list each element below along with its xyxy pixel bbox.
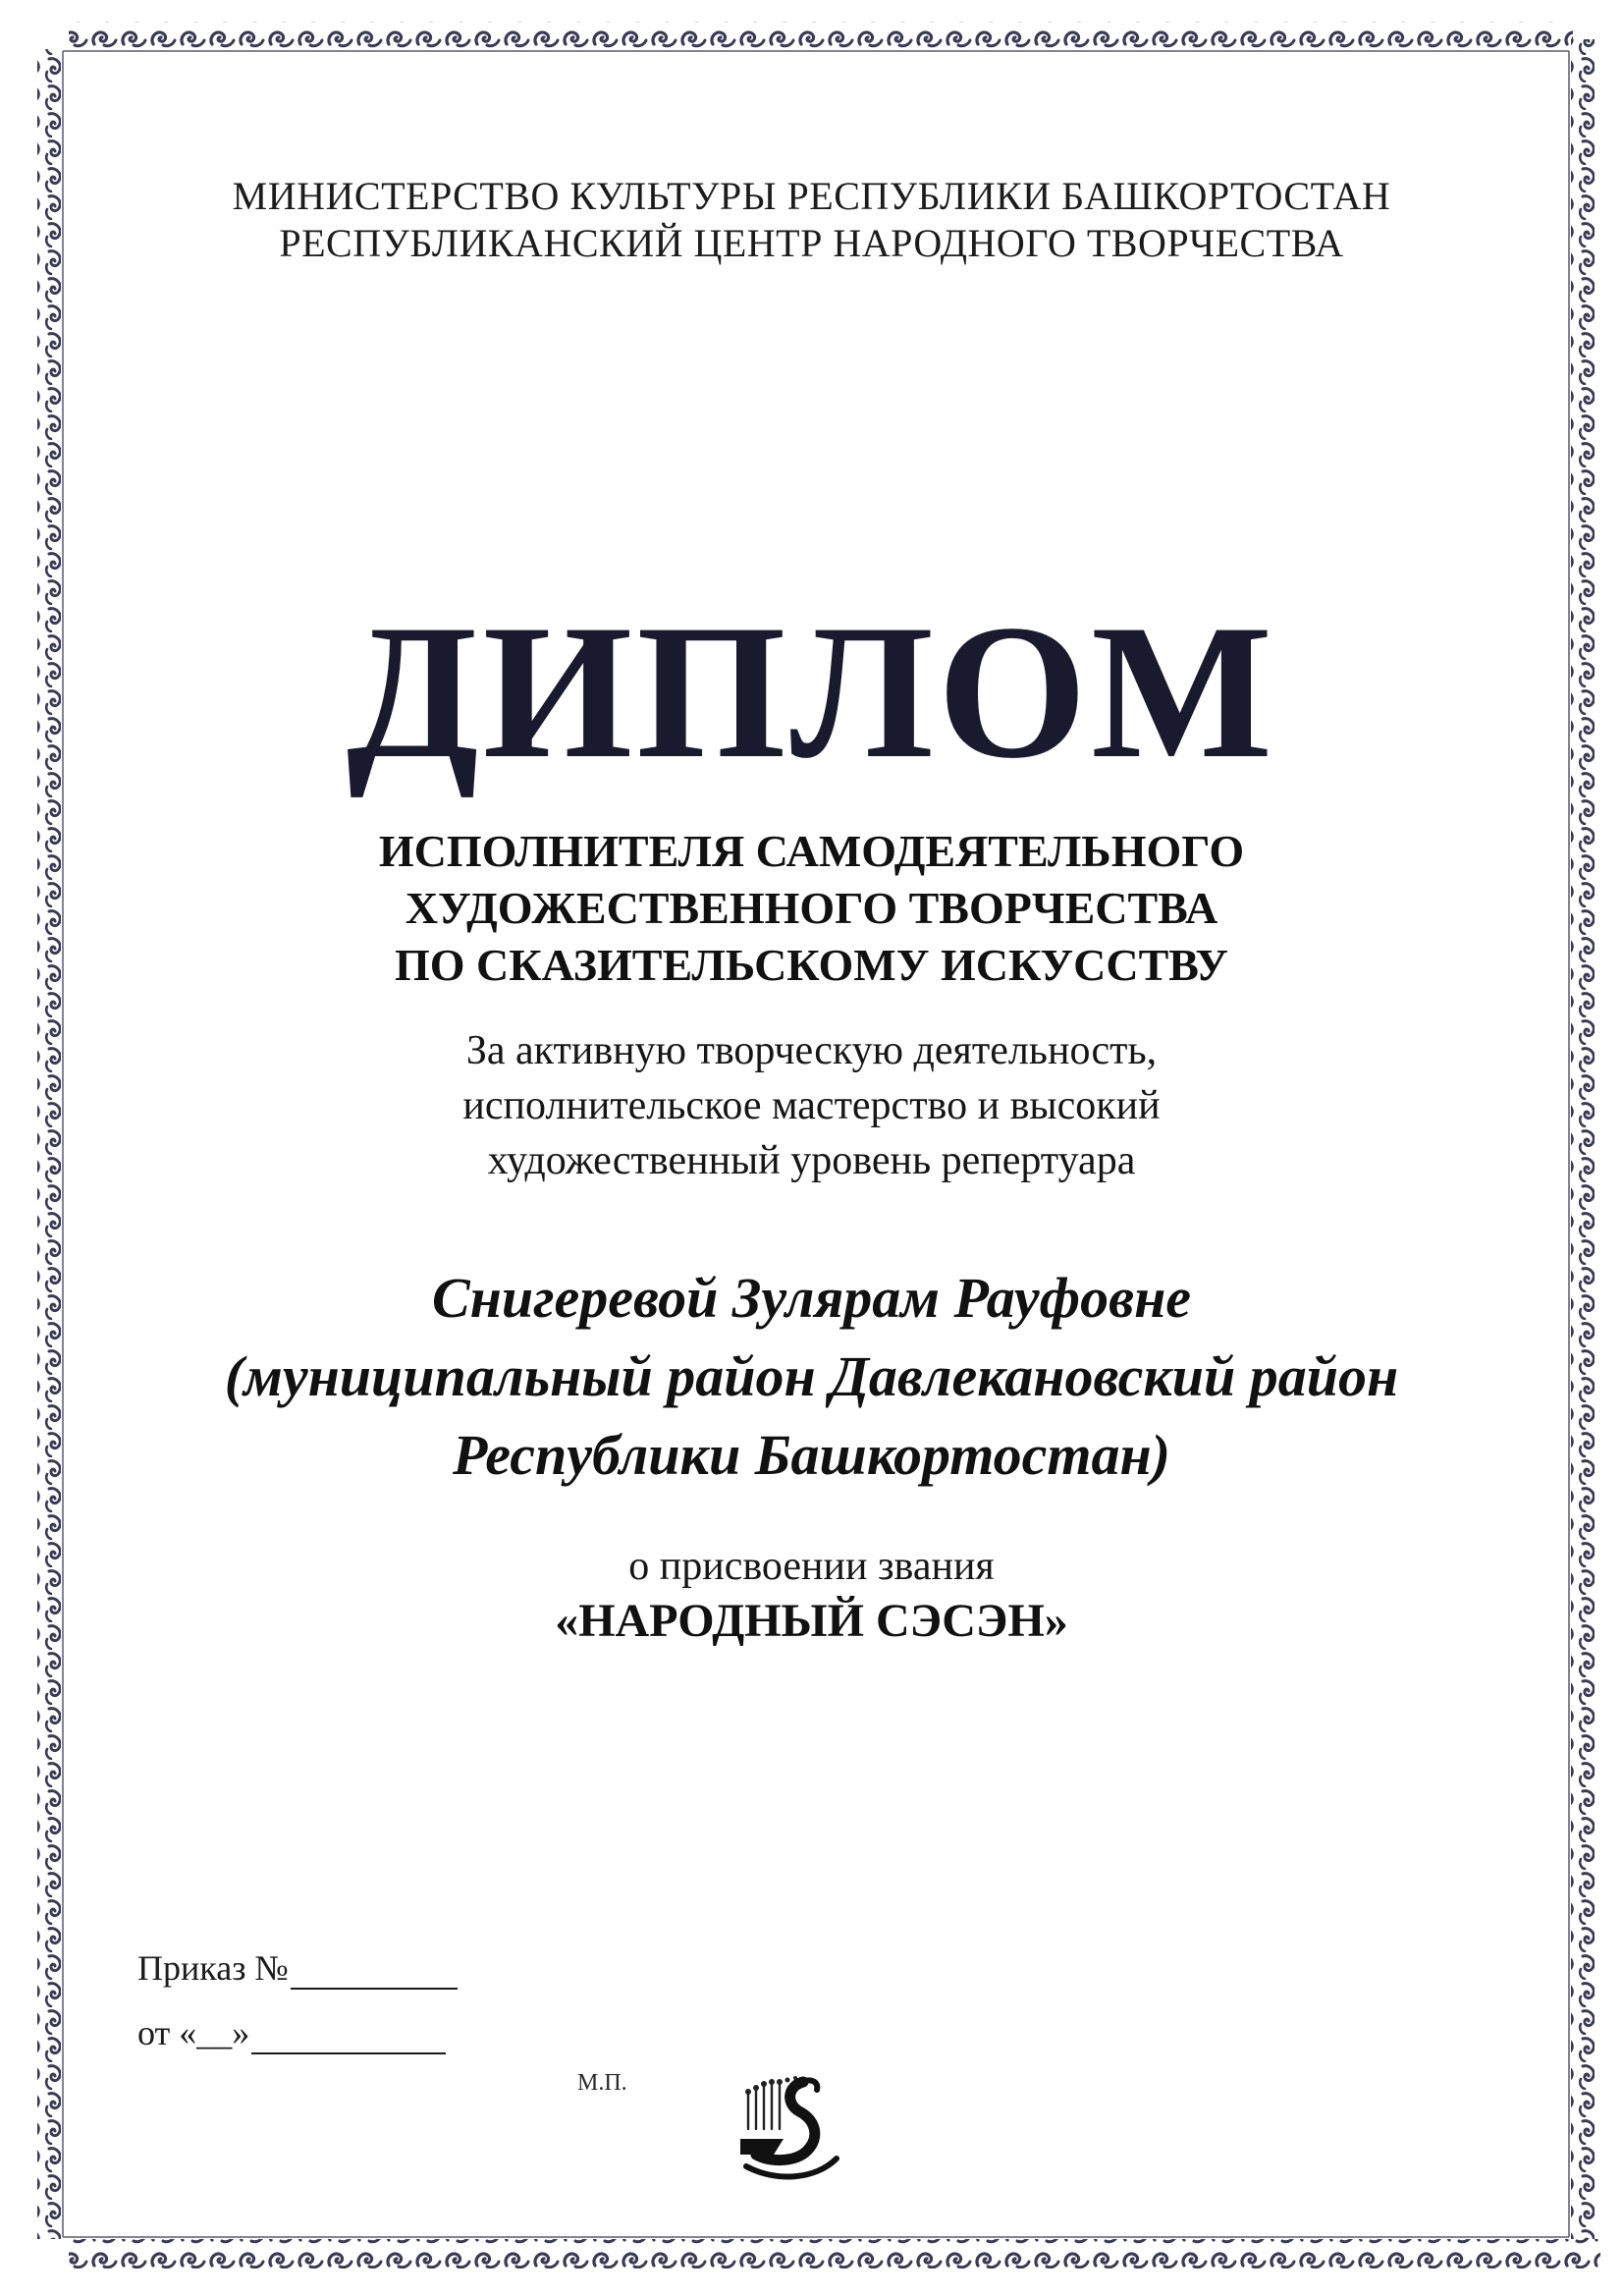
recipient-line: (муниципальный район Давлекановский район	[224, 1344, 1399, 1408]
recipient-line: Республики Башкортостан)	[452, 1423, 1171, 1487]
order-date-blank	[251, 2019, 446, 2054]
issuer-header	[0, 173, 1623, 267]
swan-lyre-logo-icon	[727, 2060, 854, 2188]
diploma-title: ДИПЛОМ	[346, 585, 1277, 798]
order-date-line	[137, 2011, 446, 2054]
reason-line: художественный уровень репертуара	[487, 1138, 1136, 1183]
recipient-name	[0, 1259, 1623, 1495]
issuer-ministry: МИНИСТЕРСТВО КУЛЬТУРЫ РЕСПУБЛИКИ БАШКОРТОСТАН	[232, 174, 1391, 218]
category-line: ИСПОЛНИТЕЛЯ САМОДЕЯТЕЛЬНОГО	[378, 826, 1245, 876]
order-number-label: Приказ №	[137, 1948, 289, 1988]
order-number-blank	[291, 1954, 458, 1990]
reason-line: исполнительское мастерство и высокий	[462, 1083, 1161, 1128]
category-line: ХУДОЖЕСТВЕННОГО ТВОРЧЕСТВА	[405, 883, 1218, 933]
stamp-place-label: М.П.	[577, 2070, 627, 2096]
order-number-line	[137, 1946, 458, 1990]
reason-line: За активную творческую деятельность,	[465, 1028, 1158, 1073]
award-reason	[0, 1023, 1623, 1188]
recipient-line: Снигеревой Зулярам Рауфовне	[431, 1266, 1192, 1330]
diploma-category	[0, 823, 1623, 994]
award-title: «НАРОДНЫЙ СЭСЭН»	[555, 1595, 1068, 1647]
category-line: ПО СКАЗИТЕЛЬСКОМУ ИСКУССТВУ	[395, 940, 1228, 990]
order-date-label: от «__»	[137, 2013, 250, 2052]
issuer-center: РЕСПУБЛИКАНСКИЙ ЦЕНТР НАРОДНОГО ТВОРЧЕСТВА	[279, 221, 1344, 265]
award-intro: о присвоении звания	[628, 1544, 995, 1589]
